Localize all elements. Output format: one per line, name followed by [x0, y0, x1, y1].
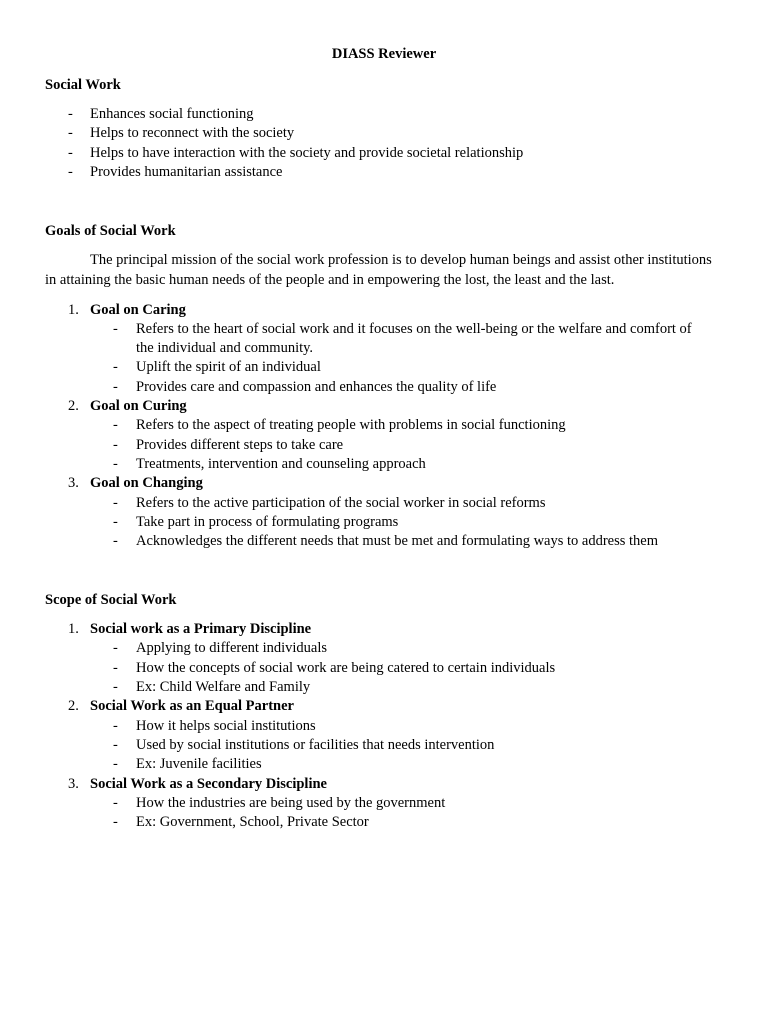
bullet-dash: - — [68, 125, 73, 141]
list-item: How it helps social institutions — [136, 718, 316, 734]
bullet-dash: - — [113, 533, 118, 549]
list-number: 3. — [68, 776, 79, 792]
list-item: Provides humanitarian assistance — [90, 164, 283, 180]
list-item: Ex: Government, School, Private Sector — [136, 814, 369, 830]
list-item: Used by social institutions or facilities that needs intervention — [136, 737, 495, 753]
list-item: Provides care and compassion and enhances the quality of life — [136, 379, 497, 395]
bullet-dash: - — [113, 417, 118, 433]
section-heading-goals: Goals of Social Work — [45, 223, 176, 239]
bullet-dash: - — [113, 359, 118, 375]
bullet-dash: - — [113, 379, 118, 395]
list-item: Helps to have interaction with the society and provide societal relationship — [90, 145, 524, 161]
bullet-dash: - — [113, 679, 118, 695]
document-title: DIASS Reviewer — [331, 46, 437, 62]
list-item: Treatments, intervention and counseling approach — [136, 456, 426, 472]
list-item: Uplift the spirit of an individual — [136, 359, 321, 375]
list-item: Helps to reconnect with the society — [90, 125, 295, 141]
list-number: 1. — [68, 621, 79, 637]
list-item-title: Social Work as an Equal Partner — [90, 698, 294, 714]
list-item: Refers to the aspect of treating people with problems in social functioning — [136, 417, 566, 433]
list-item-title: Goal on Changing — [90, 475, 203, 491]
bullet-dash: - — [113, 640, 118, 656]
bullet-dash: - — [68, 164, 73, 180]
list-item: Provides different steps to take care — [136, 437, 344, 453]
list-item: Refers to the active participation of the social worker in social reforms — [136, 495, 546, 511]
list-item: Enhances social functioning — [90, 106, 254, 122]
list-number: 3. — [68, 475, 79, 491]
list-item-title: Goal on Caring — [90, 302, 186, 318]
bullet-dash: - — [113, 737, 118, 753]
list-item: How the concepts of social work are being catered to certain individuals — [136, 660, 556, 676]
list-item: Applying to different individuals — [136, 640, 328, 656]
list-item: Ex: Child Welfare and Family — [136, 679, 311, 695]
bullet-dash: - — [113, 321, 118, 337]
paragraph-line: The principal mission of the social work profession is to develop human beings and assist other institutions — [90, 252, 712, 268]
bullet-dash: - — [113, 660, 118, 676]
bullet-dash: - — [113, 756, 118, 772]
section-heading-social-work: Social Work — [45, 77, 121, 93]
list-item: How the industries are being used by the government — [136, 795, 446, 811]
list-item-title: Social Work as a Secondary Discipline — [90, 776, 327, 792]
section-heading-scope: Scope of Social Work — [45, 592, 177, 608]
bullet-dash: - — [113, 456, 118, 472]
bullet-dash: - — [113, 814, 118, 830]
bullet-dash: - — [113, 718, 118, 734]
bullet-dash: - — [113, 495, 118, 511]
list-item-title: Goal on Curing — [90, 398, 187, 414]
list-item-continuation: the individual and community. — [136, 340, 314, 356]
list-item: Take part in process of formulating programs — [136, 514, 399, 530]
bullet-dash: - — [113, 514, 118, 530]
bullet-dash: - — [113, 795, 118, 811]
list-number: 2. — [68, 698, 79, 714]
bullet-dash: - — [68, 106, 73, 122]
list-item-title: Social work as a Primary Discipline — [90, 621, 312, 637]
bullet-dash: - — [113, 437, 118, 453]
paragraph-line: in attaining the basic human needs of the people and in empowering the lost, the least and the last. — [45, 272, 615, 288]
list-item: Ex: Juvenile facilities — [136, 756, 262, 772]
list-number: 2. — [68, 398, 79, 414]
bullet-dash: - — [68, 145, 73, 161]
list-item: Acknowledges the different needs that must be met and formulating ways to address them — [136, 533, 658, 549]
list-number: 1. — [68, 302, 79, 318]
list-item: Refers to the heart of social work and it focuses on the well-being or the welfare and comfort of — [136, 321, 692, 337]
